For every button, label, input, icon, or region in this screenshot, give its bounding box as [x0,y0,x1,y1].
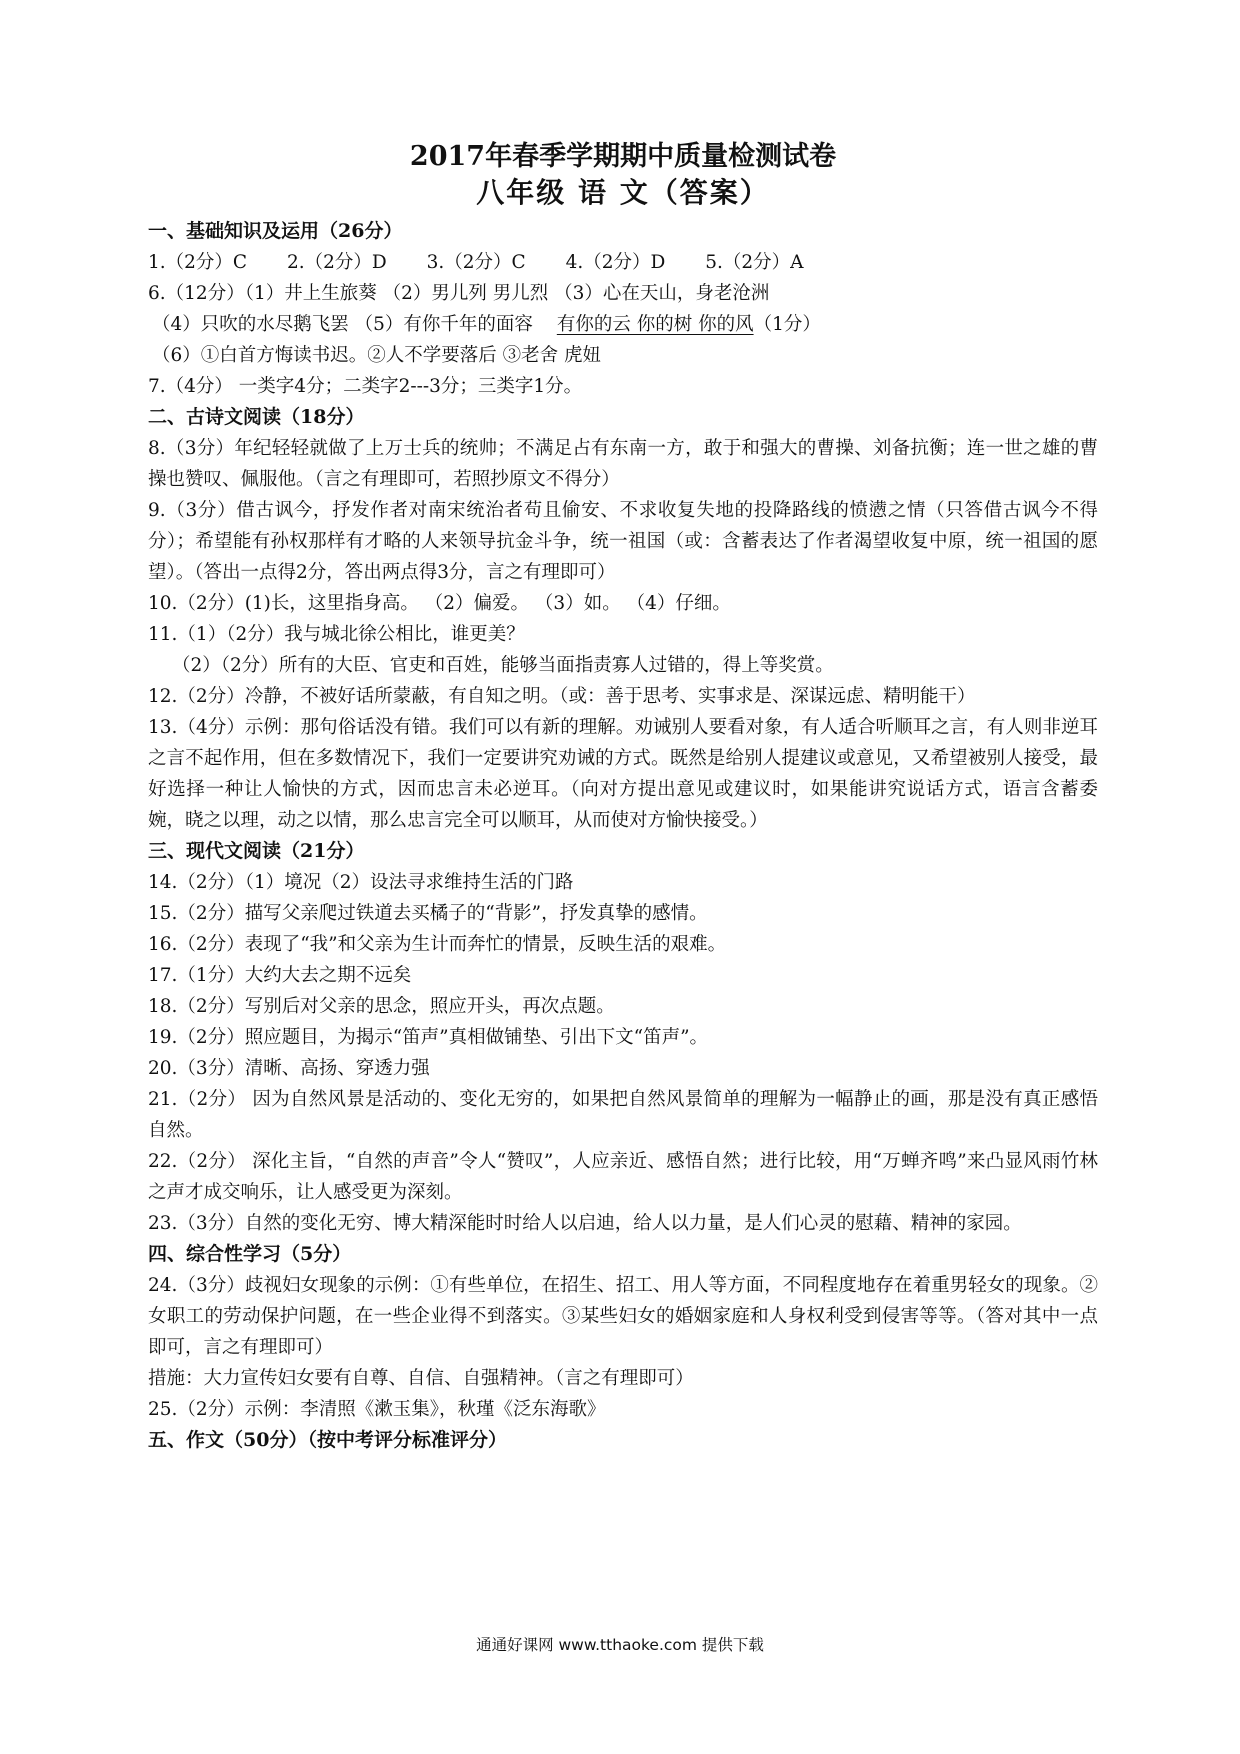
answer-q12: 12.（2分）冷静，不被好话所蒙蔽，有自知之明。（或：善于思考、实事求是、深谋远虑、精明能干） [148,686,976,707]
answer-q6-score: （1分） [753,314,821,335]
answer-q8: 8.（3分）年纪轻轻就做了上万士兵的统帅；不满足占有东南一方，敢于和强大的曹操、刘备抗衡；连一世之雄的曹操也赞叹、佩服他。（言之有理即可，若照抄原文不得分） [148,438,1098,490]
answer-q3: 3.（2分）C [426,252,526,273]
answer-q7: 7.（4分） 一类字4分；二类字2---3分；三类字1分。 [148,376,583,397]
section-heading-5: 五、作文（50分）（按中考评分标准评分） [148,1429,507,1451]
answer-q13: 13.（4分）示例：那句俗话没有错。我们可以有新的理解。劝诫别人要看对象，有人适合听顺耳之言，有人则非逆耳之言不起作用，但在多数情况下，我们一定要讲究劝诫的方式。既然是给别人提建议或意见，又希望被别人接受，最好选择一种让人愉快的方式，因而忠言未必逆耳。（向对方提出意见或建议时，如果能讲究说话方式，语言含蓄委婉，晓之以理，动之以情，那么忠言完全可以顺耳，从而使对方愉快接受。） [148,717,1098,831]
section-heading-3: 三、现代文阅读（21分） [148,840,365,862]
answer-q25: 25.（2分）示例：李清照《漱玉集》，秋瑾《泛东海歌》 [148,1399,606,1420]
answer-q6-line-1: 6.（12分）（1）井上生旅葵 （2）男儿列 男儿烈 （3）心在天山，身老沧洲 [148,283,770,304]
answer-q16: 16.（2分）表现了“我”和父亲为生计而奔忙的情景，反映生活的艰难。 [148,934,727,955]
section-heading-1: 一、基础知识及运用（26分） [148,220,403,242]
answer-q23: 23.（3分）自然的变化无穷、博大精深能时时给人以启迪，给人以力量，是人们心灵的慰藉、精神的家园。 [148,1213,1022,1234]
answer-q10: 10.（2分）(1)长，这里指身高。 （2）偏爱。 （3）如。 （4）仔细。 [148,593,731,614]
answer-q11-1: 11.（1）（2分）我与城北徐公相比，谁更美？ [148,624,525,645]
answer-q24-measures: 措施：大力宣传妇女要有自尊、自信、自强精神。（言之有理即可） [148,1368,694,1389]
section-heading-4: 四、综合性学习（5分） [148,1243,352,1265]
answer-q11-2: （2）（2分）所有的大臣、官吏和百姓，能够当面指责寡人过错的，得上等奖赏。 [172,655,834,676]
answer-q6-line-3: （6）①白首方悔读书迟。②人不学要落后 ③老舍 虎妞 [152,345,602,366]
answer-q21: 21.（2分） 因为自然风景是活动的、变化无穷的，如果把自然风景简单的理解为一幅静止的画，那是没有真正感悟自然。 [148,1089,1098,1141]
answer-q5: 5.（2分）A [705,252,804,273]
section-heading-2: 二、古诗文阅读（18分） [148,406,365,428]
answer-q2: 2.（2分）D [286,252,387,273]
page-title: 2017年春季学期期中质量检测试卷 [409,141,837,172]
page-subtitle: 八年级 语 文（答案） [476,176,770,209]
answers-row-1-5 [148,247,1098,278]
answer-q24: 24.（3分）歧视妇女现象的示例：①有些单位，在招生、招工、用人等方面，不同程度地存在着重男轻女的现象。②女职工的劳动保护问题，在一些企业得不到落实。③某些妇女的婚姻家庭和人身权利受到侵害等等。（答对其中一点即可，言之有理即可） [148,1275,1098,1358]
answer-q17: 17.（1分）大约大去之期不远矣 [148,965,412,986]
answer-q20: 20.（3分）清晰、高扬、穿透力强 [148,1058,430,1079]
answer-q9: 9.（3分）借古讽今，抒发作者对南宋统治者苟且偷安、不求收复失地的投降路线的愤懑之情（只答借古讽今不得分）；希望能有孙权那样有才略的人来领导抗金斗争，统一祖国（或：含蓄表达了作者渴望收复中原，统一祖国的愿望）。（答出一点得2分，答出两点得3分，言之有理即可） [148,500,1098,583]
answer-q15: 15.（2分）描写父亲爬过铁道去买橘子的“背影”，抒发真挚的感情。 [148,903,708,924]
answer-sheet [148,140,1098,1456]
answer-q6-line-2 [148,309,1098,340]
answer-q14: 14.（2分）（1）境况（2）设法寻求维持生活的门路 [148,872,574,893]
answer-q6-underlined: 有你的云 你的树 你的风 [556,314,754,335]
answer-q22: 22.（2分） 深化主旨，“自然的声音”令人“赞叹”，人应亲近、感悟自然；进行比较，用“万蝉齐鸣”来凸显风雨竹林之声才成交响乐，让人感受更为深刻。 [148,1151,1098,1203]
answer-q18: 18.（2分）写别后对父亲的思念，照应开头，再次点题。 [148,996,615,1017]
answer-q4: 4.（2分）D [565,252,666,273]
footer-credit: 通通好课网 www.tthaoke.com 提供下载 [476,1636,764,1654]
answer-q19: 19.（2分）照应题目，为揭示“笛声”真相做铺垫、引出下文“笛声”。 [148,1027,709,1048]
answer-q6-part-4-5: （4）只吹的水尽鹅飞罢 （5）有你千年的面容 [152,314,539,335]
answer-q1: 1.（2分）C [148,252,248,273]
